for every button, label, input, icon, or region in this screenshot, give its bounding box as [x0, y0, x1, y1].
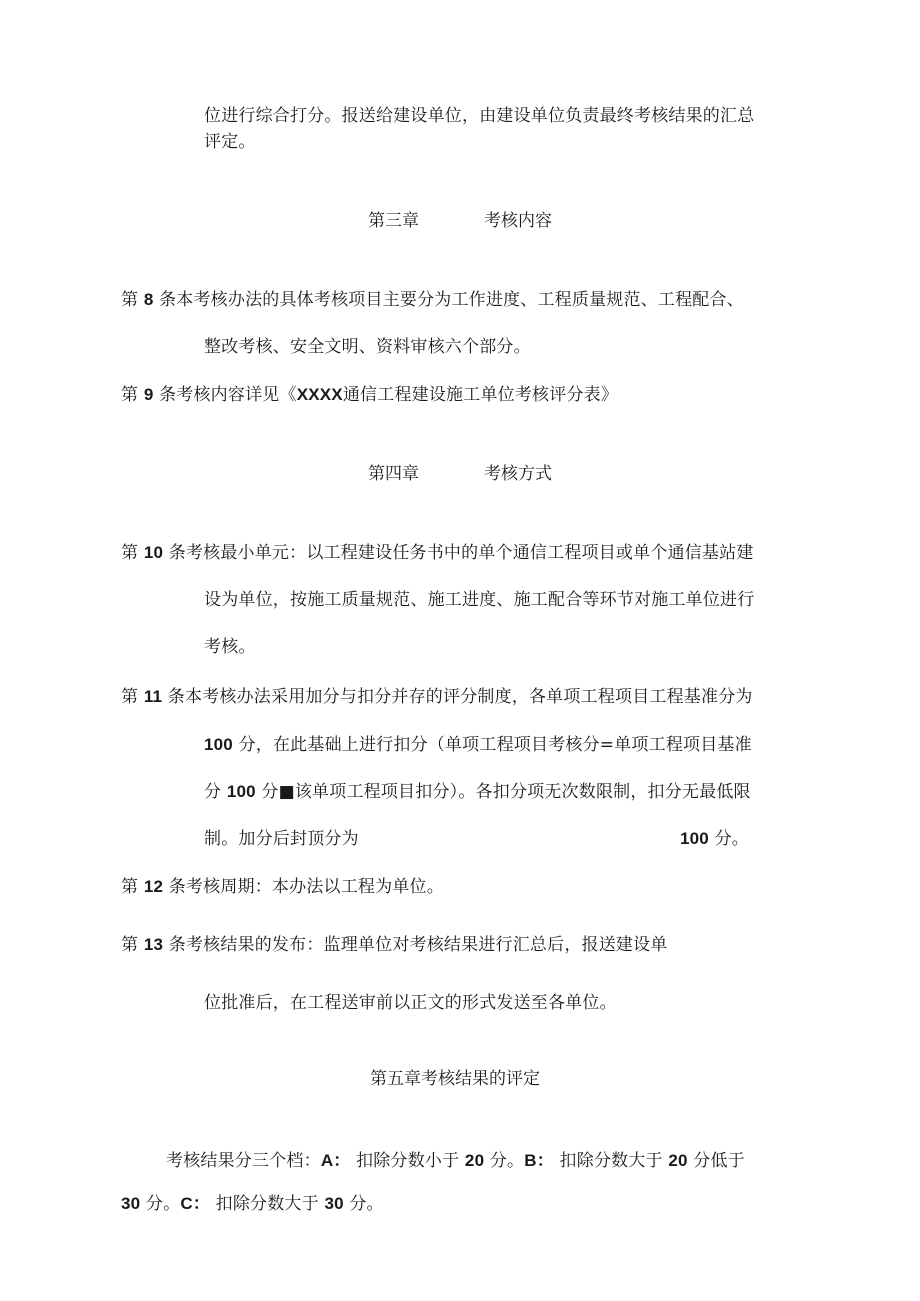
grade-c: C：	[180, 1194, 211, 1213]
article-number: 9	[143, 385, 154, 404]
article-text: 条考核内容详见《	[159, 385, 297, 405]
result-text: 分。	[489, 1151, 525, 1171]
article-text: 分■该单项工程项目扣分）。各扣分项无次数限制，扣分无最低限	[261, 782, 751, 802]
article-text: 条考核最小单元：以工程建设任务书中的单个通信工程项目或单个通信基站建	[168, 543, 754, 563]
article-number: 10	[143, 543, 164, 562]
text-line	[204, 781, 751, 803]
score-number: 100	[680, 829, 709, 848]
article-text: 条考核结果的发布：监理单位对考核结果进行汇总后，报送建设单	[168, 935, 668, 955]
article-text: 条本考核办法的具体考核项目主要分为工作进度、工程质量规范、工程配合、	[159, 290, 744, 310]
text-line	[204, 105, 754, 127]
article-prefix: 第	[121, 877, 139, 897]
chapter-title-3	[484, 210, 552, 232]
text-line	[204, 636, 256, 658]
article-10	[121, 542, 754, 564]
article-number: 8	[143, 290, 154, 309]
score-number: 100	[204, 735, 233, 754]
chapter-heading-4	[368, 463, 419, 485]
text-line	[204, 828, 359, 850]
article-text: 分，在此基础上进行扣分（单项工程项目考核分=单项工程项目基准	[238, 735, 752, 755]
grade-a: A：	[320, 1151, 351, 1170]
article-number: 12	[143, 877, 164, 896]
chapter-title-4	[484, 463, 552, 485]
result-text: 分。	[349, 1194, 384, 1214]
article-text: 条本考核办法采用加分与扣分并存的评分制度，各单项工程项目工程基准分为	[167, 687, 753, 707]
chapter-heading-5	[370, 1068, 540, 1090]
article-text: 通信工程建设施工单位考核评分表》	[342, 385, 619, 405]
score-number: 30	[121, 1194, 141, 1213]
form-code: XXXX	[296, 385, 343, 404]
article-text: 位批准后，在工程送审前以正文的形式发送至各单位。	[204, 993, 617, 1013]
result-text: 分。	[145, 1194, 181, 1214]
article-8	[121, 289, 744, 311]
article-text: 分。	[714, 829, 749, 849]
article-text: 制。加分后封顶分为	[204, 829, 359, 849]
chapter-number: 第三章	[368, 211, 419, 231]
article-prefix: 第	[121, 935, 139, 955]
paragraph-text: 位进行综合打分。报送给建设单位，由建设单位负责最终考核结果的汇总	[204, 106, 755, 126]
grade-b: B：	[524, 1151, 554, 1170]
score-number: 30	[324, 1194, 344, 1213]
article-prefix: 第	[121, 543, 139, 563]
text-line	[204, 336, 531, 358]
article-number: 13	[143, 935, 164, 954]
text-line	[204, 734, 752, 756]
score-number: 100	[226, 782, 256, 801]
article-9	[121, 384, 618, 406]
text-line	[204, 992, 617, 1014]
chapter-number: 第四章	[368, 464, 419, 484]
score-number: 20	[668, 1151, 688, 1170]
result-text: 扣除分数小于	[356, 1151, 460, 1171]
result-text: 分低于	[693, 1151, 745, 1171]
text-line	[204, 131, 256, 153]
result-text: 考核结果分三个档：	[166, 1151, 321, 1171]
article-text: 设为单位，按施工质量规范、施工进度、施工配合等环节对施工单位进行	[204, 590, 755, 610]
article-text: 条考核周期：本办法以工程为单位。	[168, 877, 444, 897]
text-line	[680, 828, 749, 850]
chapter-title: 考核方式	[484, 464, 552, 484]
chapter-heading-3	[368, 210, 419, 232]
result-text: 扣除分数大于	[215, 1194, 319, 1214]
article-text: 整改考核、安全文明、资料审核六个部分。	[204, 337, 531, 357]
result-text: 扣除分数大于	[559, 1151, 663, 1171]
article-11	[121, 686, 753, 708]
result-line-2	[121, 1193, 384, 1215]
article-text: 分	[204, 782, 222, 802]
article-13	[121, 934, 668, 956]
chapter-title: 第五章考核结果的评定	[370, 1069, 540, 1089]
article-12	[121, 876, 444, 898]
article-number: 11	[143, 687, 163, 706]
article-prefix: 第	[121, 687, 139, 707]
article-prefix: 第	[121, 385, 139, 405]
result-line-1	[166, 1150, 745, 1172]
article-text: 考核。	[204, 637, 256, 657]
text-line	[204, 589, 754, 611]
paragraph-text: 评定。	[204, 132, 256, 152]
score-number: 20	[464, 1151, 485, 1170]
chapter-title: 考核内容	[484, 211, 552, 231]
article-prefix: 第	[121, 290, 139, 310]
